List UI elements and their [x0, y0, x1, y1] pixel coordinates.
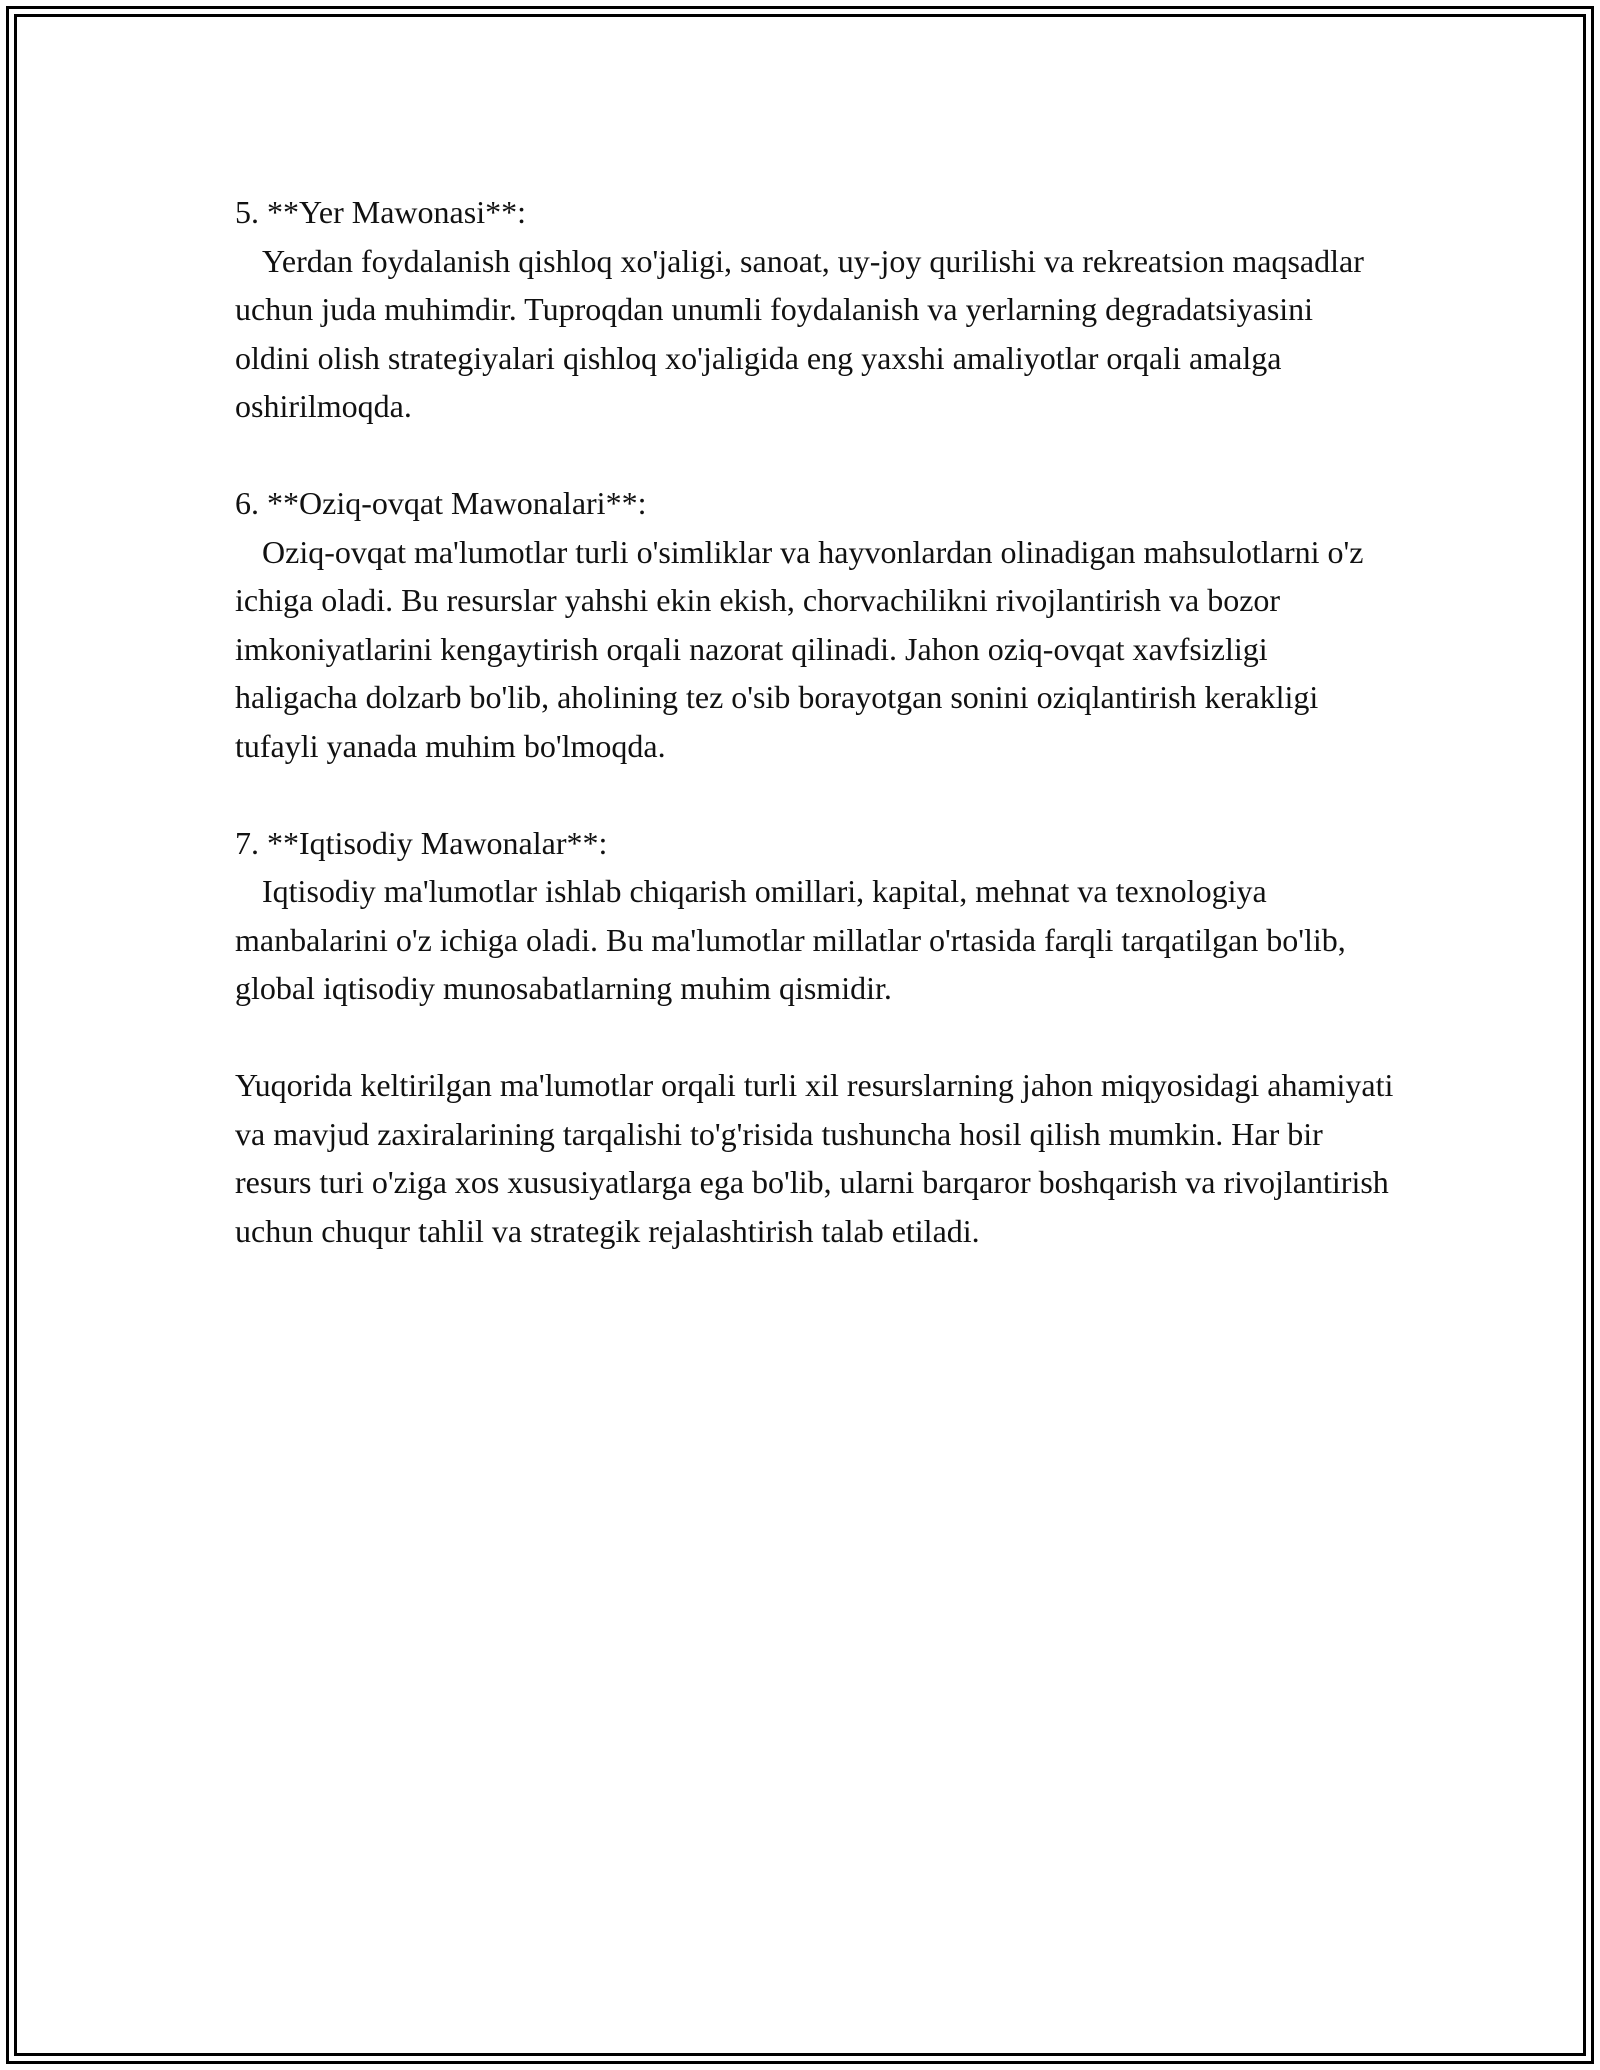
section-land-resources — [235, 188, 1395, 431]
document-body — [235, 188, 1395, 1255]
section-heading: 6. **Oziq-ovqat Mawonalari**: — [235, 485, 647, 521]
section-heading: 7. **Iqtisodiy Mawonalar**: — [235, 824, 608, 861]
section-body: Yerdan foydalanish qishloq xo'jaligi, sanoat, uy-joy qurilishi va rekreatsion maqsadlar uchun juda muhimdir. Tuproqdan unumli foydalanish va yerlarning degradatsiyasini oldini olish strategiyalari qishloq xo'jaligida eng yaxshi amaliyotlar orqali amalga oshirilmoqda. — [235, 242, 1364, 424]
section-economic-resources — [235, 819, 1395, 1013]
section-food-resources — [235, 479, 1395, 770]
section-body: Iqtisodiy ma'lumotlar ishlab chiqarish omillari, kapital, mehnat va texnologiya manbalarini o'z ichiga oladi. Bu ma'lumotlar millatlar o'rtasida farqli tarqatilgan bo'lib, global iqtisodiy munosabatlarning muhim qismidir. — [235, 873, 1346, 1006]
section-heading: 5. **Yer Mawonasi**: — [235, 194, 526, 230]
conclusion-paragraph: Yuqorida keltirilgan ma'lumotlar orqali turli xil resurslarning jahon miqyosidagi ahamiyati va mavjud zaxiralarining tarqalishi to'g'risida tushuncha hosil qilish mumkin. Har bir resurs turi o'ziga xos xususiyatlarga ega bo'lib, ularni barqaror boshqarish va rivojlantirish uchun chuqur tahlil va strategik rejalashtirish talab etiladi. — [235, 1067, 1394, 1249]
section-body: Oziq-ovqat ma'lumotlar turli o'simliklar va hayvonlardan olinadigan mahsulotlarni o'z ichiga oladi. Bu resurslar yahshi ekin ekish, chorvachilikni rivojlantirish va bozor imkoniyatlarini kengaytirish orqali nazorat qilinadi. Jahon oziq-ovqat xavfsizligi haligacha dolzarb bo'lib, aholining tez o'sib borayotgan sonini oziqlantirish kerakligi tufayli yanada muhim bo'lmoqda. — [235, 533, 1364, 764]
